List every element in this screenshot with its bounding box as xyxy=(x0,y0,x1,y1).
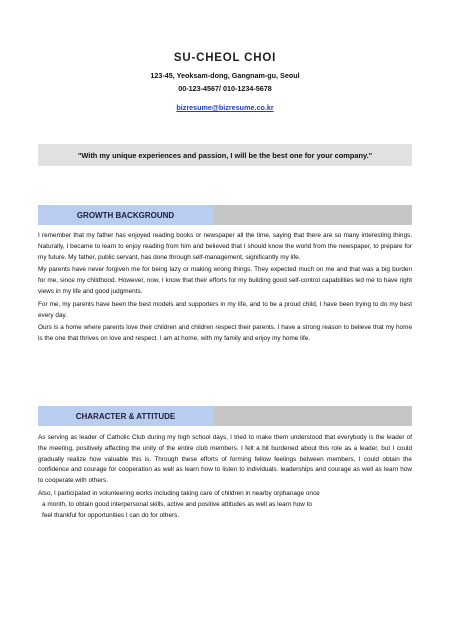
growth-body xyxy=(38,231,412,347)
paragraph: Ours is a home where parents love their children and children respect their parents. I have a strong reason to believe that my home is the one that thrives on love and respect. I am at home, with my family and enjoy my home life. xyxy=(38,324,412,343)
paragraph-line: feel thankful for opportunities I can do for others. xyxy=(42,511,180,519)
motto-quote: "With my unique experiences and passion, I will be the best one for your company." xyxy=(38,144,412,166)
section-bar-fill xyxy=(213,205,412,225)
phone-numbers: 00-123-4567/ 010-1234-5678 xyxy=(178,84,272,93)
paragraph: As serving as leader of Catholic Club during my high school days, I tried to make them understood that everybody is the leader of the meeting, positively affecting the unity of the entire club members. I felt a bit burdened about this role as a leader, but I could gradually realize how valuable this is. Through these efforts of forming fellow feelings between members, I could obtain the confidence and courage for cooperation as well as learn how to listen to individuals. leaderships and courage as well as learn how to cooperate with others. xyxy=(38,434,412,485)
section-title-growth: GROWTH BACKGROUND xyxy=(38,205,213,225)
section-title-character: CHARACTER & ATTITUDE xyxy=(38,406,213,426)
paragraph: For me, my parents have been the best models and supporters in my life, and to be a proud child, I have been trying to do my best every day. xyxy=(38,300,412,319)
paragraph-line: a month, to obtain good interpersonal skills, active and positive attitudes as well as learn how to xyxy=(42,500,312,508)
section-header-character xyxy=(38,406,412,426)
section-header-growth xyxy=(38,205,412,225)
section-bar-fill xyxy=(213,406,412,426)
paragraph: My parents have never forgiven me for being lazy or making wrong things. They expected much on me and that was a big burden for me, since my childhood. However, now, I know that their efforts for my building good self-control capabilities led me to have right views in my life and good judgments. xyxy=(38,266,412,295)
paragraph: I remember that my father has enjoyed reading books or newspaper all the time, saying that there are so many interesting things. Naturally, I became to learn to enjoy reading from him and believed that I should know the world from the newspaper, to prepare for my future. My father, public servant, has done through self-management, significantly my life. xyxy=(38,232,412,261)
email-link[interactable]: bizresume@bizresume.co.kr xyxy=(176,103,274,112)
applicant-name: SU-CHEOL CHOI xyxy=(173,52,277,64)
character-body xyxy=(38,433,412,521)
address: 123-45, Yeoksam-dong, Gangnam-gu, Seoul xyxy=(150,71,300,80)
paragraph: Also, I participated in volunteering works including taking care of children in nearby orphanage once xyxy=(38,489,320,497)
resume-header xyxy=(0,52,450,115)
